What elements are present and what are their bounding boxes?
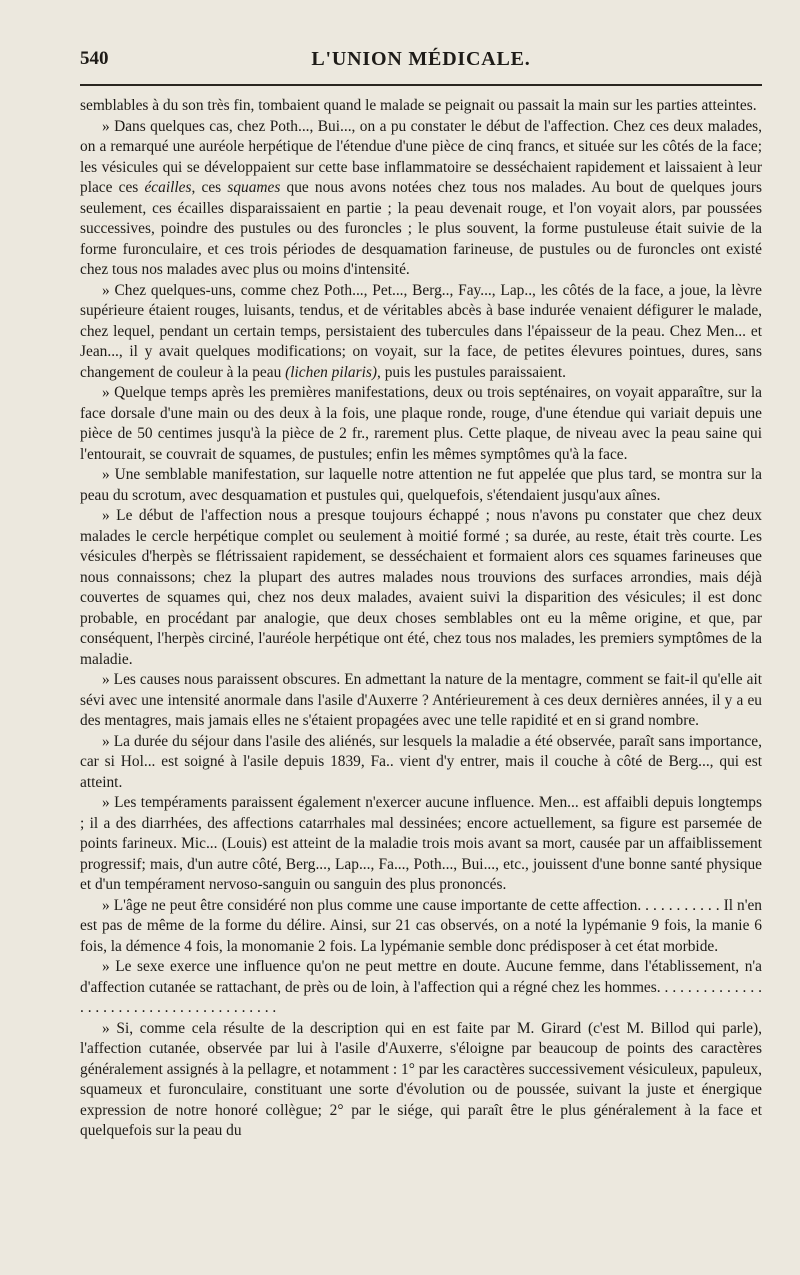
header-rule <box>80 84 762 86</box>
body-text <box>80 96 762 1142</box>
paragraph <box>80 96 762 117</box>
text-run: » Une semblable manifestation, sur laquelle notre attention ne fut appelée que plus tard, se montra sur la peau du scrotum, avec desquamation et pustules qui, quelquefois, s'étendaient jusqu'aux aînes. <box>80 466 762 504</box>
page-number: 540 <box>80 48 109 69</box>
text-run: » Le début de l'affection nous a presque toujours échappé ; nous n'avons pu constater que chez deux malades le cercle herpétique complet ou seulement à moitié formé ; sa durée, au reste, était très courte. Les vésicules d'herpès se flétrissaient rapidement, se desséchaient et formaient alors ces squames farineuses que nous connaissons; chez la plupart des autres malades nous trouvions des surfaces arrondies, mais déjà couvertes de squames qui, chez nos deux malades, avaient suivi la disparition des vésicules; il est donc probable, en procédant par analogie, que deux choses semblables ont eu la même origine, et que, par conséquent, l'herpès circiné, l'auréole herpétique ont été, chez tous nos malades, les premiers symptômes de la maladie. <box>80 507 762 668</box>
text-run: » La durée du séjour dans l'asile des aliénés, sur lesquels la maladie a été observée, paraît sans importance, car si Hol... est soigné à l'asile depuis 1839, Fa.. vient d'y entrer, mais il couche à côté de Berg..., qui est atteint. <box>80 732 762 791</box>
paragraph <box>80 670 762 732</box>
paragraph <box>80 957 762 1019</box>
page-header <box>80 44 762 80</box>
text-run: » Si, comme cela résulte de la description qui en est faite par M. Girard (c'est M. Billod qui parle), l'affection cutanée, observée par lui à l'asile d'Auxerre, s'éloigne par beaucoup de points des caractères généralement assignés à la pellagre, et notamment : 1° par les caractères successivement vésiculeux, papuleux, squameux et furonculaire, constituant une sorte d'évolution ou de poussée, suivant la juste et énergique expression de notre honoré collègue; 2° par le siége, qui paraît être le plus généralement à la face et quelquefois sur la peau du <box>80 1019 762 1139</box>
italic-term: écailles <box>144 179 192 196</box>
italic-term: (lichen pilaris) <box>285 363 378 381</box>
text-run: , puis les pustules paraissaient. <box>377 363 566 381</box>
paragraph <box>80 281 762 384</box>
italic-term: squames <box>227 179 281 196</box>
text-run: que nous avons notées chez tous nos malades. Au bout de quelques jours seulement, ces écailles disparaissaient en partie ; la peau devenait rouge, et l'on voyait alors, par poussées successives, poindre des pustules ou des furoncles ; le plus souvent, la forme pustuleuse était suivie de la forme furonculaire, et ces trois périodes de desquamation farineuse, de pustules ou de furoncles ont existé chez tous nos malades avec plus ou moins d'intensité. <box>80 179 762 278</box>
paragraph <box>80 383 762 465</box>
text-run: » Le sexe exerce une influence qu'on ne peut mettre en doute. Aucune femme, dans l'établissement, n'a d'affection cutanée se rattachant, de près ou de loin, à l'affection qui a régné chez les hommes. . . . . . . . . . . . . . . . . . . . . . . . . . . . . . . . . . . . . . . . <box>80 958 762 1016</box>
paragraph <box>80 896 762 958</box>
text-run: » L'âge ne peut être considéré non plus comme une cause importante de cette affection. . . . . . . . . . . Il n'en est pas de même de la forme du délire. Ainsi, sur 21 cas observés, on a noté la lypémanie 9 fois, la manie 6 fois, la démence 4 fois, la monomanie 2 fois. La lypémanie semble donc prédisposer à cet état morbide. <box>80 896 762 955</box>
paragraph <box>80 732 762 794</box>
text-run: , ces <box>191 179 228 196</box>
running-title: L'UNION MÉDICALE. <box>311 48 531 70</box>
text-run: » Chez quelques-uns, comme chez Poth..., Pet..., Berg.., Fay..., Lap.., les côtés de la face, a joue, la lèvre supérieure étaient rouges, luisants, tendus, et de véritables abcès à base indurée venaient défigurer le malade, chez lequel, pendant un certain temps, persistaient des tubercules dans l'épaisseur de la peau. Chez Men... et Jean..., il y avait quelques modifications; on voyait, sur la face, de petites élevures pointues, dures, sans changement de couleur à la peau <box>80 281 762 381</box>
text-run: » Quelque temps après les premières manifestations, deux ou trois septénaires, on voyait apparaître, sur la face dorsale d'une main ou des deux à la fois, une plaque ronde, rouge, d'une étendue qui variait depuis une pièce de 50 centimes jusqu'à la pièce de 2 fr., rarement plus. Cette plaque, de niveau avec la peau saine qui l'entourait, se couvrait de squames, de pustules; enfin les mêmes symptômes qu'à la face. <box>80 384 762 463</box>
text-run: » Dans quelques cas, chez Poth..., Bui..., on a pu constater le début de l'affection. Chez ces deux malades, on a remarqué une auréole herpétique de l'étendue d'une pièce de cinq francs, et située sur les côtés de la face; les vésicules qui se développaient sur cette base inflammatoire se desséchaient rapidement et laissaient à leur place ces <box>80 117 762 196</box>
paragraph <box>80 506 762 670</box>
paragraph <box>80 117 762 281</box>
paragraph <box>80 465 762 506</box>
paragraph <box>80 793 762 896</box>
text-run: » Les tempéraments paraissent également n'exercer aucune influence. Men... est affaibli depuis longtemps ; il a des diarrhées, des affections catarrhales mal dessinées; encore actuellement, sa figure est parsemée de points farineux. Mic... (Louis) est atteint de la maladie trois mois avant sa mort, causée par un affaiblissement progressif; mais, d'un autre côté, Berg..., Lap..., Fa..., Poth..., Bui..., etc., jouissent d'une bonne santé physique et d'un tempérament nervoso-sanguin ou sanguin des plus prononcés. <box>80 794 762 893</box>
paragraph <box>80 1019 762 1142</box>
text-run: » Les causes nous paraissent obscures. En admettant la nature de la mentagre, comment se fait-il qu'elle ait sévi avec une intensité anormale dans l'asile d'Auxerre ? Antérieurement à ces deux dernières années, il y a eu des mentagres, mais jamais elles ne s'étaient propagées avec une telle rapidité et en si grand nombre. <box>80 671 762 729</box>
text-run: semblables à du son très fin, tombaient quand le malade se peignait ou passait la main sur les parties atteintes. <box>80 97 757 114</box>
